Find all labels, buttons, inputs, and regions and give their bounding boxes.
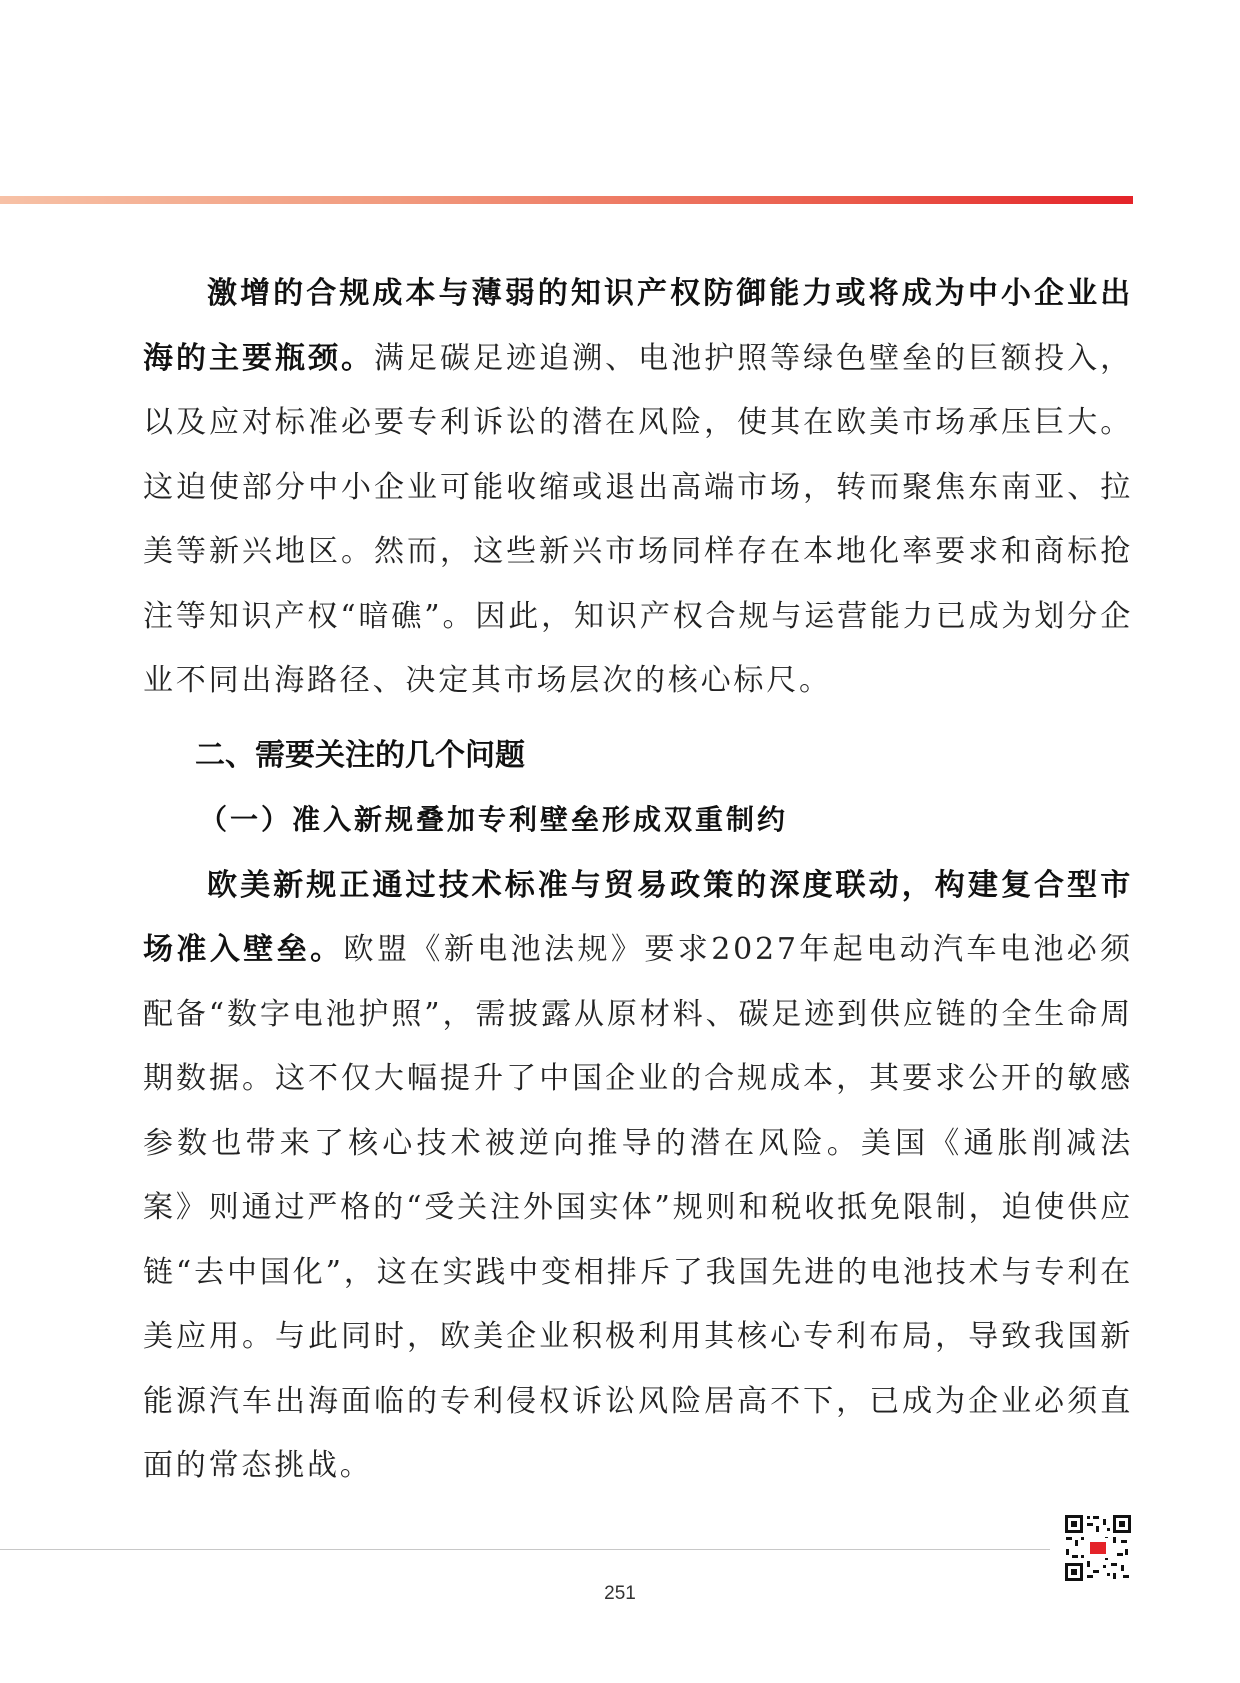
paragraph-regulations bbox=[143, 854, 1133, 1499]
qr-code-icon bbox=[1063, 1513, 1133, 1583]
document-body bbox=[143, 262, 1133, 1499]
subsection-heading: （一）准入新规叠加专利壁垒形成双重制约 bbox=[199, 802, 789, 836]
section-heading: 二、需要关注的几个问题 bbox=[195, 737, 525, 773]
paragraph-intro-lead: 激增的合规成本与薄弱的知识产权防御能力或将成为中小企业出海的主要瓶颈。 bbox=[143, 276, 1133, 376]
paragraph-intro bbox=[143, 262, 1133, 714]
paragraph-intro-text: 满足碳足迹追溯、电池护照等绿色壁垒的巨额投入，以及应对标准必要专利诉讼的潜在风险，使其在欧美市场承压巨大。这迫使部分中小企业可能收缩或退出高端市场，转而聚焦东南亚、拉美等新兴地区。然而，这些新兴市场同样存在本地化率要求和商标抢注等知识产权“暗礁”。因此，知识产权合规与运营能力已成为划分企业不同出海路径、决定其市场层次的核心标尺。 bbox=[143, 340, 1133, 698]
header-accent-rule bbox=[0, 196, 1133, 204]
footer-rule bbox=[0, 1549, 1050, 1550]
paragraph-regulations-lead: 欧美新规正通过技术标准与贸易政策的深度联动，构建复合型市场准入壁垒。 bbox=[143, 867, 1133, 967]
page-number: 251 bbox=[604, 1583, 636, 1604]
paragraph-regulations-text: 欧盟《新电池法规》要求2027年起电动汽车电池必须配备“数字电池护照”，需披露从原材料、碳足迹到供应链的全生命周期数据。这不仅大幅提升了中国企业的合规成本，其要求公开的敏感参数也带来了核心技术被逆向推导的潜在风险。美国《通胀削减法案》则通过严格的“受关注外国实体”规则和税收抵免限制，迫使供应链“去中国化”，这在实践中变相排斥了我国先进的电池技术与专利在美应用。与此同时，欧美企业积极利用其核心专利布局，导致我国新能源汽车出海面临的专利侵权诉讼风险居高不下，已成为企业必须直面的常态挑战。 bbox=[143, 932, 1133, 1483]
